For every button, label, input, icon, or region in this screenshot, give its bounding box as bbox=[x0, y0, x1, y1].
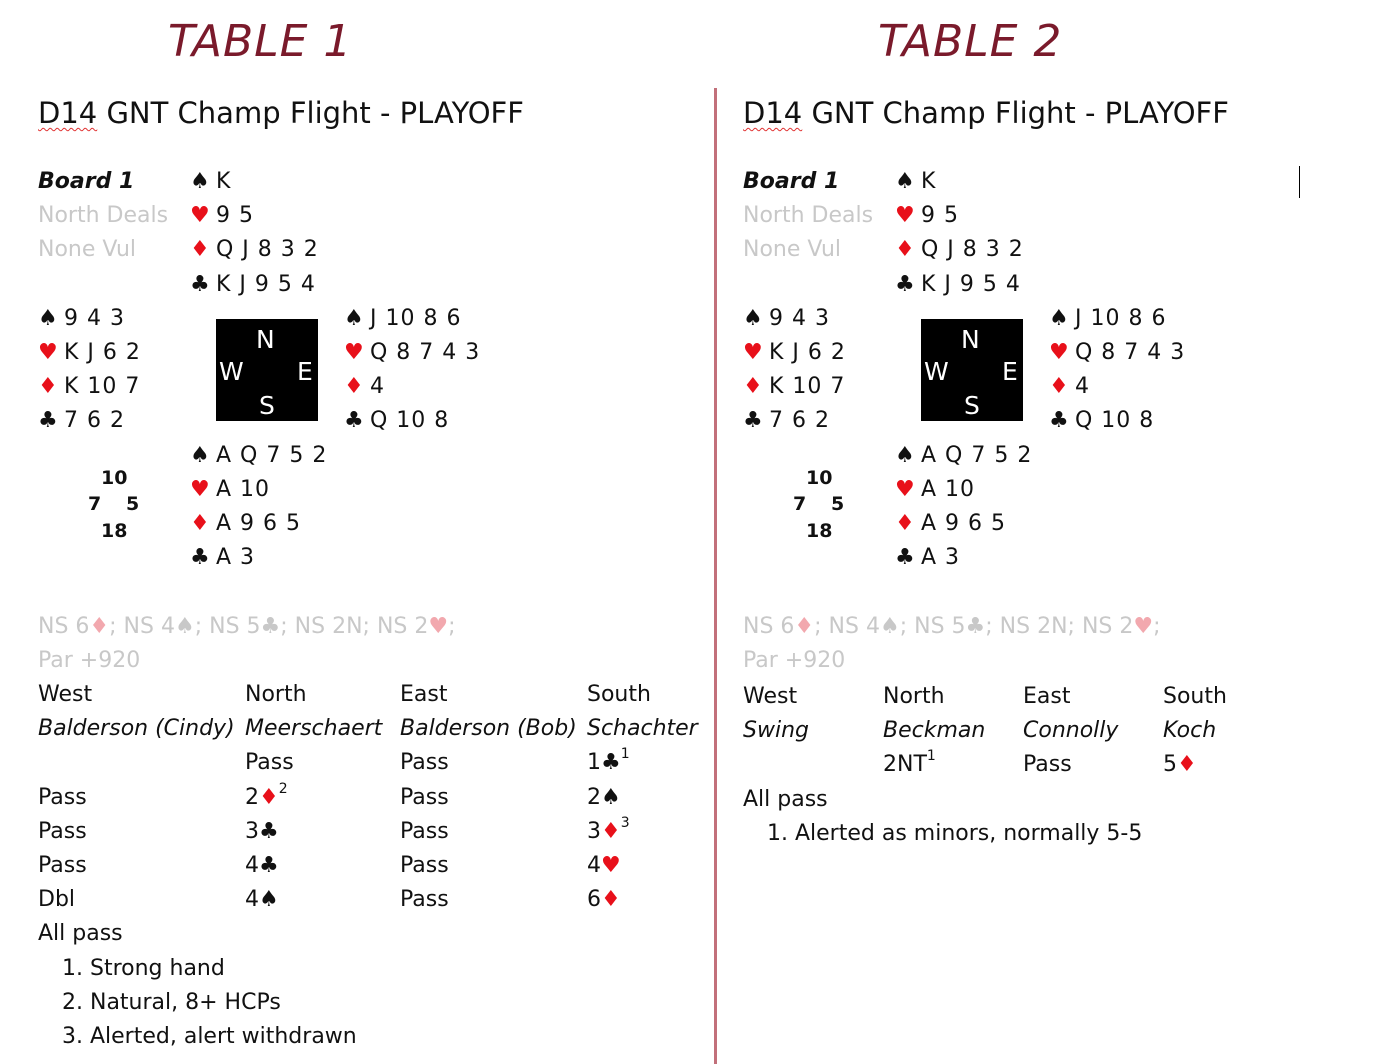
club-icon: ♣ bbox=[1049, 408, 1070, 433]
event-name: GNT Champ Flight - PLAYOFF bbox=[97, 96, 524, 130]
player-west: Balderson (Cindy) bbox=[38, 716, 235, 741]
vulnerability: None Vul bbox=[38, 237, 137, 262]
diamond-icon: ♦ bbox=[259, 785, 279, 810]
event-heading bbox=[743, 96, 1229, 130]
east-diamonds: ♦ 4 bbox=[1049, 374, 1090, 399]
hcp-north: 10 bbox=[806, 467, 833, 489]
heart-icon: ♥ bbox=[38, 340, 59, 365]
north-diamonds: ♦ Q J 8 3 2 bbox=[895, 237, 1024, 262]
note: 1. Strong hand bbox=[62, 956, 225, 981]
header-west: West bbox=[38, 682, 93, 707]
bid: Pass bbox=[245, 750, 294, 775]
alert-note-ref: 2 bbox=[278, 781, 288, 797]
hcp-south: 18 bbox=[101, 520, 128, 542]
south-spades: ♠ A Q 7 5 2 bbox=[895, 443, 1033, 468]
bid: 4♣ bbox=[245, 853, 279, 878]
event-name: GNT Champ Flight - PLAYOFF bbox=[802, 96, 1229, 130]
spade-icon: ♠ bbox=[190, 169, 211, 194]
player-east: Balderson (Bob) bbox=[400, 716, 577, 741]
bid: Dbl bbox=[38, 887, 76, 912]
north-hearts: ♥ 9 5 bbox=[190, 203, 254, 228]
heart-icon: ♥ bbox=[1049, 340, 1070, 365]
compass-north: N bbox=[961, 325, 980, 354]
spade-icon: ♠ bbox=[601, 785, 621, 810]
heart-icon: ♥ bbox=[601, 853, 621, 878]
event-code: D14 bbox=[743, 96, 803, 130]
event-heading bbox=[38, 96, 524, 130]
diamond-icon: ♦ bbox=[895, 511, 916, 536]
compass bbox=[216, 319, 318, 421]
bid: 4♥ bbox=[587, 853, 621, 878]
hcp-east: 5 bbox=[831, 493, 845, 515]
bid: Pass bbox=[400, 887, 449, 912]
header-west: West bbox=[743, 684, 798, 709]
club-icon: ♣ bbox=[895, 272, 916, 297]
spade-icon: ♠ bbox=[38, 306, 59, 331]
note: 1. Alerted as minors, normally 5-5 bbox=[767, 821, 1143, 846]
bid: Pass bbox=[400, 785, 449, 810]
club-icon: ♣ bbox=[965, 614, 986, 639]
compass-south: S bbox=[259, 391, 275, 420]
alert-note-ref: 1 bbox=[926, 748, 936, 764]
compass-east: E bbox=[1002, 357, 1018, 386]
heart-icon: ♥ bbox=[190, 203, 211, 228]
diamond-icon: ♦ bbox=[38, 374, 59, 399]
west-spades: ♠ 9 4 3 bbox=[743, 306, 830, 331]
west-hearts: ♥ K J 6 2 bbox=[743, 340, 846, 365]
diamond-icon: ♦ bbox=[190, 511, 211, 536]
bid: Pass bbox=[400, 819, 449, 844]
header-north: North bbox=[883, 684, 945, 709]
diamond-icon: ♦ bbox=[1049, 374, 1070, 399]
spade-icon: ♠ bbox=[190, 443, 211, 468]
club-icon: ♣ bbox=[743, 408, 764, 433]
compass-north: N bbox=[256, 325, 275, 354]
bid: 4♠ bbox=[245, 887, 279, 912]
bid: Pass bbox=[400, 853, 449, 878]
north-spades: ♠ K bbox=[190, 169, 232, 194]
south-spades: ♠ A Q 7 5 2 bbox=[190, 443, 328, 468]
diamond-icon: ♦ bbox=[89, 614, 110, 639]
heart-icon: ♥ bbox=[344, 340, 365, 365]
header-east: East bbox=[400, 682, 448, 707]
club-icon: ♣ bbox=[260, 614, 281, 639]
north-spades: ♠ K bbox=[895, 169, 937, 194]
bid: 3♦$^3$ bbox=[587, 815, 630, 844]
bid: 3♣ bbox=[245, 819, 279, 844]
compass-west: W bbox=[924, 357, 949, 386]
north-diamonds: ♦ Q J 8 3 2 bbox=[190, 237, 319, 262]
diamond-icon: ♦ bbox=[601, 819, 621, 844]
east-spades: ♠ J 10 8 6 bbox=[344, 306, 462, 331]
club-icon: ♣ bbox=[190, 272, 211, 297]
bid: 5♦ bbox=[1163, 752, 1197, 777]
heart-icon: ♥ bbox=[743, 340, 764, 365]
south-hearts: ♥ A 10 bbox=[895, 477, 976, 502]
diamond-icon: ♦ bbox=[1177, 752, 1197, 777]
club-icon: ♣ bbox=[259, 853, 279, 878]
compass bbox=[921, 319, 1023, 421]
north-clubs: ♣ K J 9 5 4 bbox=[190, 272, 316, 297]
dealer: North Deals bbox=[743, 203, 874, 228]
board-number: Board 1 bbox=[743, 169, 840, 194]
spade-icon: ♠ bbox=[743, 306, 764, 331]
south-clubs: ♣ A 3 bbox=[895, 545, 961, 570]
spade-icon: ♠ bbox=[879, 614, 900, 639]
note: 3. Alerted, alert withdrawn bbox=[62, 1024, 357, 1049]
bid: 6♦ bbox=[587, 887, 621, 912]
spade-icon: ♠ bbox=[895, 169, 916, 194]
west-spades: ♠ 9 4 3 bbox=[38, 306, 125, 331]
diamond-icon: ♦ bbox=[601, 887, 621, 912]
heart-icon: ♥ bbox=[1133, 614, 1154, 639]
west-diamonds: ♦ K 10 7 bbox=[38, 374, 141, 399]
par-score: Par +920 bbox=[38, 648, 141, 673]
club-icon: ♣ bbox=[38, 408, 59, 433]
hcp-north: 10 bbox=[101, 467, 128, 489]
hcp-west: 7 bbox=[793, 493, 807, 515]
south-diamonds: ♦ A 9 6 5 bbox=[895, 511, 1007, 536]
west-diamonds: ♦ K 10 7 bbox=[743, 374, 846, 399]
spade-icon: ♠ bbox=[1049, 306, 1070, 331]
alert-note-ref: 1 bbox=[620, 746, 630, 762]
east-spades: ♠ J 10 8 6 bbox=[1049, 306, 1167, 331]
player-south: Schachter bbox=[587, 716, 698, 741]
bid: 1♣$^1$ bbox=[587, 746, 630, 775]
east-clubs: ♣ Q 10 8 bbox=[1049, 408, 1155, 433]
table-1-panel bbox=[38, 0, 738, 1064]
bid: Pass bbox=[38, 853, 87, 878]
east-hearts: ♥ Q 8 7 4 3 bbox=[1049, 340, 1186, 365]
bid: 2♠ bbox=[587, 785, 621, 810]
east-diamonds: ♦ 4 bbox=[344, 374, 385, 399]
bid: Pass bbox=[38, 785, 87, 810]
club-icon: ♣ bbox=[895, 545, 916, 570]
all-pass: All pass bbox=[38, 921, 123, 946]
bid: Pass bbox=[400, 750, 449, 775]
club-icon: ♣ bbox=[259, 819, 279, 844]
par-score: Par +920 bbox=[743, 648, 846, 673]
board-number: Board 1 bbox=[38, 169, 135, 194]
vulnerability: None Vul bbox=[743, 237, 842, 262]
diamond-icon: ♦ bbox=[344, 374, 365, 399]
club-icon: ♣ bbox=[344, 408, 365, 433]
west-clubs: ♣ 7 6 2 bbox=[38, 408, 125, 433]
club-icon: ♣ bbox=[190, 545, 211, 570]
header-south: South bbox=[1163, 684, 1227, 709]
east-clubs: ♣ Q 10 8 bbox=[344, 408, 450, 433]
alert-note-ref: 3 bbox=[620, 815, 630, 831]
diamond-icon: ♦ bbox=[743, 374, 764, 399]
bid: Pass bbox=[38, 819, 87, 844]
diamond-icon: ♦ bbox=[794, 614, 815, 639]
diamond-icon: ♦ bbox=[895, 237, 916, 262]
event-code: D14 bbox=[38, 96, 98, 130]
header-north: North bbox=[245, 682, 307, 707]
note: 2. Natural, 8+ HCPs bbox=[62, 990, 281, 1015]
player-west: Swing bbox=[743, 718, 809, 743]
south-diamonds: ♦ A 9 6 5 bbox=[190, 511, 302, 536]
west-clubs: ♣ 7 6 2 bbox=[743, 408, 830, 433]
makeable-contracts: NS 6♦; NS 4♠; NS 5♣; NS 2N; NS 2♥; bbox=[38, 614, 456, 639]
hcp-south: 18 bbox=[806, 520, 833, 542]
player-east: Connolly bbox=[1023, 718, 1119, 743]
player-south: Koch bbox=[1163, 718, 1217, 743]
compass-west: W bbox=[219, 357, 244, 386]
heart-icon: ♥ bbox=[428, 614, 449, 639]
west-hearts: ♥ K J 6 2 bbox=[38, 340, 141, 365]
spade-icon: ♠ bbox=[259, 887, 279, 912]
bid: Pass bbox=[1023, 752, 1072, 777]
spade-icon: ♠ bbox=[895, 443, 916, 468]
makeable-contracts: NS 6♦; NS 4♠; NS 5♣; NS 2N; NS 2♥; bbox=[743, 614, 1161, 639]
table-2-title: TABLE 2 bbox=[878, 16, 1063, 67]
hcp-west: 7 bbox=[88, 493, 102, 515]
diamond-icon: ♦ bbox=[190, 237, 211, 262]
heart-icon: ♥ bbox=[895, 477, 916, 502]
heart-icon: ♥ bbox=[190, 477, 211, 502]
heart-icon: ♥ bbox=[895, 203, 916, 228]
all-pass: All pass bbox=[743, 787, 828, 812]
header-south: South bbox=[587, 682, 651, 707]
bid: 2♦$^2$ bbox=[245, 781, 288, 810]
spade-icon: ♠ bbox=[344, 306, 365, 331]
south-hearts: ♥ A 10 bbox=[190, 477, 271, 502]
club-icon: ♣ bbox=[601, 750, 621, 775]
player-north: Beckman bbox=[883, 718, 986, 743]
dealer: North Deals bbox=[38, 203, 169, 228]
compass-east: E bbox=[297, 357, 313, 386]
header-east: East bbox=[1023, 684, 1071, 709]
north-hearts: ♥ 9 5 bbox=[895, 203, 959, 228]
north-clubs: ♣ K J 9 5 4 bbox=[895, 272, 1021, 297]
table-2-panel bbox=[743, 0, 1363, 1064]
spade-icon: ♠ bbox=[174, 614, 195, 639]
table-1-title: TABLE 1 bbox=[168, 16, 353, 67]
hcp-east: 5 bbox=[126, 493, 140, 515]
east-hearts: ♥ Q 8 7 4 3 bbox=[344, 340, 481, 365]
player-north: Meerschaert bbox=[245, 716, 383, 741]
south-clubs: ♣ A 3 bbox=[190, 545, 256, 570]
bid: $2NT^1$ bbox=[883, 748, 936, 777]
compass-south: S bbox=[964, 391, 980, 420]
